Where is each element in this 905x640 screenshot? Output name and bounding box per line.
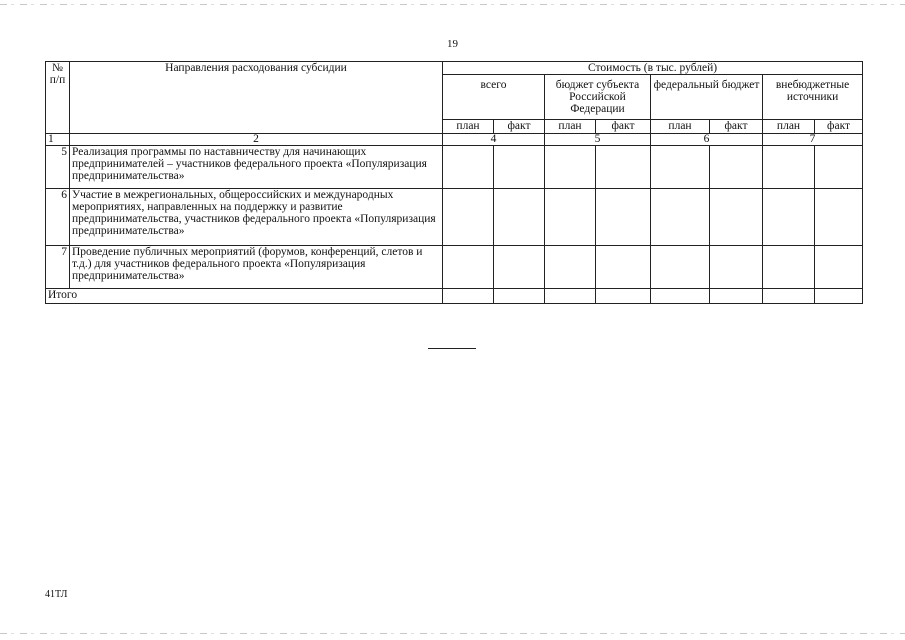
value-cell bbox=[596, 146, 651, 189]
value-cell bbox=[710, 189, 763, 246]
subsidy-table bbox=[45, 61, 863, 304]
scan-artifact-bottom bbox=[0, 633, 905, 634]
value-cell bbox=[545, 189, 596, 246]
value-cell bbox=[443, 289, 494, 304]
column-number: 1 bbox=[46, 134, 70, 146]
scan-artifact-top bbox=[0, 4, 905, 5]
column-number: 7 bbox=[763, 134, 863, 146]
header-plan: план bbox=[651, 120, 710, 134]
value-cell bbox=[763, 246, 815, 289]
header-group-total: всего bbox=[443, 75, 545, 120]
column-number: 4 bbox=[443, 134, 545, 146]
header-group-extrabudget: внебюджетные источники bbox=[763, 75, 863, 120]
value-cell bbox=[651, 289, 710, 304]
value-cell bbox=[494, 146, 545, 189]
value-cell bbox=[651, 146, 710, 189]
value-cell bbox=[494, 246, 545, 289]
value-cell bbox=[651, 246, 710, 289]
header-num: № п/п bbox=[46, 62, 70, 134]
header-fact: факт bbox=[596, 120, 651, 134]
value-cell bbox=[596, 246, 651, 289]
value-cell bbox=[651, 189, 710, 246]
page-number: 19 bbox=[447, 38, 458, 50]
row-number: 6 bbox=[46, 189, 70, 246]
column-number: 6 bbox=[651, 134, 763, 146]
value-cell bbox=[443, 189, 494, 246]
table-row bbox=[46, 146, 863, 189]
value-cell bbox=[494, 189, 545, 246]
value-cell bbox=[763, 146, 815, 189]
column-number: 2 bbox=[70, 134, 443, 146]
row-description: Реализация программы по наставничеству для начинающих предпринимателей – участников федерального проекта «Популяризация предпринимательства» bbox=[70, 146, 443, 189]
end-rule bbox=[428, 348, 476, 349]
header-fact: факт bbox=[815, 120, 863, 134]
value-cell bbox=[596, 189, 651, 246]
value-cell bbox=[710, 289, 763, 304]
value-cell bbox=[494, 289, 545, 304]
row-description: Участие в межрегиональных, общероссийских и международных мероприятиях, направленных на поддержку и развитие предпринимательства, участников федерального проекта «Популяризация предпринимательства» bbox=[70, 189, 443, 246]
header-plan: план bbox=[545, 120, 596, 134]
value-cell bbox=[545, 146, 596, 189]
row-description: Проведение публичных мероприятий (форумов, конференций, слетов и т.д.) для участников федерального проекта «Популяризация предпринимательства» bbox=[70, 246, 443, 289]
value-cell bbox=[596, 289, 651, 304]
table-row bbox=[46, 189, 863, 246]
value-cell bbox=[815, 246, 863, 289]
row-number: 7 bbox=[46, 246, 70, 289]
header-group-federal: федеральный бюджет bbox=[651, 75, 763, 120]
value-cell bbox=[545, 246, 596, 289]
table-row bbox=[46, 246, 863, 289]
total-label: Итого bbox=[46, 289, 443, 304]
value-cell bbox=[815, 289, 863, 304]
value-cell bbox=[815, 189, 863, 246]
column-number: 5 bbox=[545, 134, 651, 146]
header-plan: план bbox=[763, 120, 815, 134]
header-row-1 bbox=[46, 62, 863, 75]
value-cell bbox=[815, 146, 863, 189]
value-cell bbox=[763, 289, 815, 304]
value-cell bbox=[443, 246, 494, 289]
row-number: 5 bbox=[46, 146, 70, 189]
header-plan: план bbox=[443, 120, 494, 134]
total-row bbox=[46, 289, 863, 304]
value-cell bbox=[443, 146, 494, 189]
header-group-regional: бюджет субъекта Российской Федерации bbox=[545, 75, 651, 120]
value-cell bbox=[763, 189, 815, 246]
header-fact: факт bbox=[710, 120, 763, 134]
value-cell bbox=[710, 246, 763, 289]
value-cell bbox=[545, 289, 596, 304]
header-cost: Стоимость (в тыс. рублей) bbox=[443, 62, 863, 75]
column-number-row bbox=[46, 134, 863, 146]
header-direction: Направления расходования субсидии bbox=[70, 62, 443, 134]
header-fact: факт bbox=[494, 120, 545, 134]
footer-code: 41ТЛ bbox=[45, 589, 68, 600]
value-cell bbox=[710, 146, 763, 189]
